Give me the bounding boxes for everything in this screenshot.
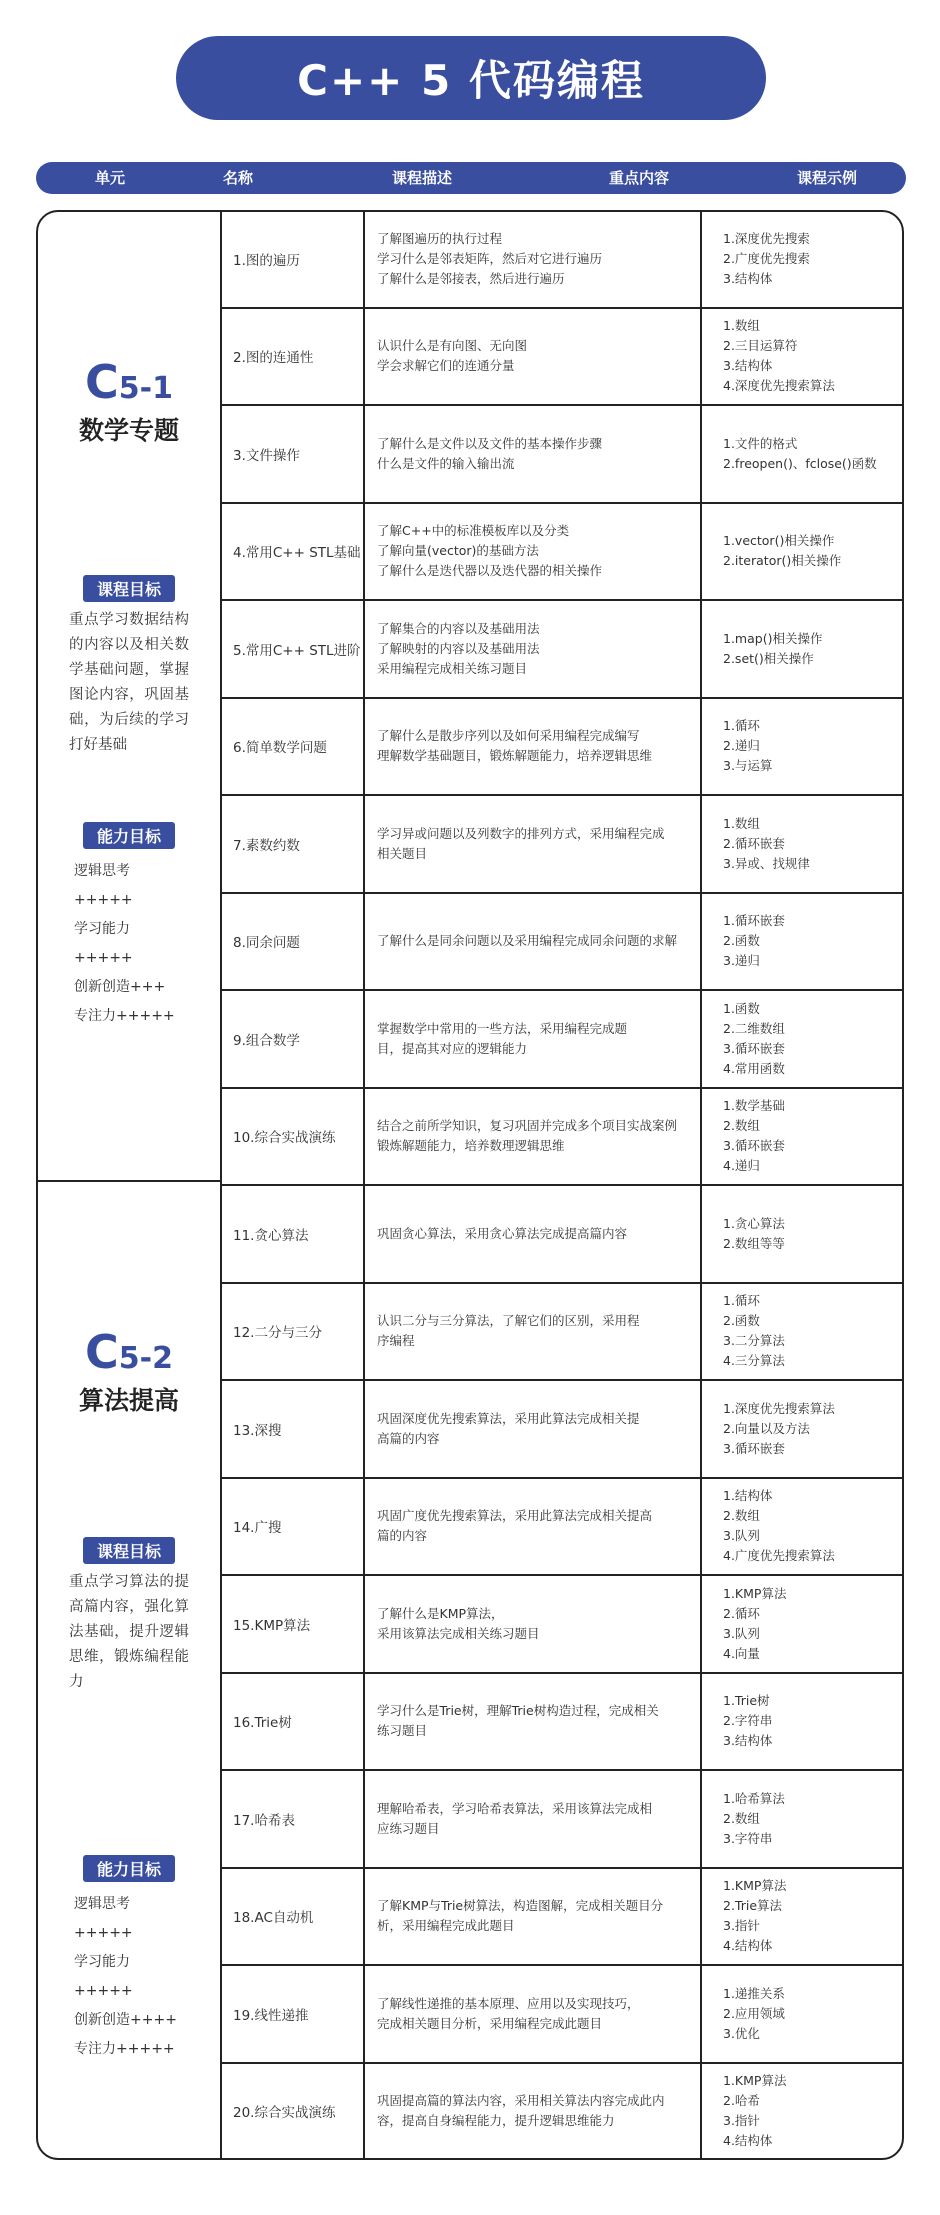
course-examples bbox=[723, 308, 903, 406]
course-description bbox=[377, 1673, 707, 1771]
row-divider bbox=[221, 1184, 904, 1186]
course-name: 13.深搜 bbox=[233, 1422, 282, 1439]
example-item: 2.函数 bbox=[723, 933, 760, 949]
example-item: 3.与运算 bbox=[723, 758, 773, 774]
unit-c5-1 bbox=[38, 355, 220, 1031]
table-row bbox=[221, 795, 905, 893]
description-line: 完成相关题目分析，采用编程完成此题目 bbox=[377, 2015, 603, 2031]
course-description bbox=[377, 2063, 707, 2161]
example-item: 1.KMP算法 bbox=[723, 1585, 787, 1601]
course-name: 4.常用C++ STL基础 bbox=[233, 545, 361, 562]
ability-item: 专注力+++++ bbox=[74, 2041, 175, 2057]
unit-divider bbox=[36, 1180, 220, 1182]
table-row bbox=[221, 1380, 905, 1478]
description-line: 学习什么是Trie树，理解Trie树构造过程，完成相关 bbox=[377, 1703, 659, 1719]
example-item: 2.字符串 bbox=[723, 1713, 773, 1729]
description-line: 认识什么是有向图、无向图 bbox=[377, 338, 528, 354]
description-line: 了解线性递推的基本原理、应用以及实现技巧， bbox=[377, 1995, 640, 2011]
row-divider bbox=[221, 502, 904, 504]
example-item: 4.常用函数 bbox=[723, 1060, 785, 1076]
course-examples bbox=[723, 1965, 903, 2063]
example-item: 3.二分算法 bbox=[723, 1333, 785, 1349]
table-row bbox=[221, 1088, 905, 1186]
description-line: 理解哈希表，学习哈希表算法，采用该算法完成相 bbox=[377, 1800, 653, 1816]
ability-list bbox=[74, 857, 184, 1031]
row-divider bbox=[221, 1477, 904, 1479]
course-goal-text: 重点学习算法的提高篇内容，强化算法基础，提升逻辑思维，锻炼编程能力 bbox=[69, 1574, 189, 1690]
description-line: 采用该算法完成相关练习题目 bbox=[377, 1625, 540, 1641]
ability-item: 创新创造+++ bbox=[74, 979, 166, 995]
header-key-content: 重点内容 bbox=[608, 169, 670, 187]
course-description bbox=[377, 503, 707, 601]
example-item: 3.指针 bbox=[723, 1918, 760, 1934]
course-name: 5.常用C++ STL进阶 bbox=[233, 642, 361, 659]
table-row bbox=[221, 600, 905, 698]
table-row bbox=[221, 1185, 905, 1283]
course-name: 17.哈希表 bbox=[233, 1812, 295, 1829]
description-line: 练习题目 bbox=[377, 1723, 428, 1739]
example-item: 4.广度优先搜索算法 bbox=[723, 1548, 835, 1564]
example-item: 3.结构体 bbox=[723, 270, 773, 286]
example-item: 2.函数 bbox=[723, 1313, 760, 1329]
table-row bbox=[221, 990, 905, 1088]
description-line: 认识二分与三分算法，了解它们的区别，采用程 bbox=[377, 1313, 640, 1329]
row-divider bbox=[221, 1867, 904, 1869]
row-divider bbox=[221, 1574, 904, 1576]
description-line: 了解什么是迭代器以及迭代器的相关操作 bbox=[377, 563, 603, 579]
ability-item: 学习能力+++++ bbox=[74, 1954, 133, 1999]
example-item: 2.freopen()、fclose()函数 bbox=[723, 455, 877, 471]
example-item: 1.循环 bbox=[723, 1293, 760, 1309]
ability-item: 学习能力+++++ bbox=[74, 921, 133, 966]
description-line: 了解集合的内容以及基础用法 bbox=[377, 620, 540, 636]
example-item: 3.递归 bbox=[723, 953, 760, 969]
ability-list bbox=[74, 1890, 184, 2064]
description-line: 目，提高其对应的逻辑能力 bbox=[377, 1040, 528, 1056]
ability-goal-badge: 能力目标 bbox=[83, 1855, 175, 1882]
course-description bbox=[377, 1380, 707, 1478]
course-examples bbox=[723, 1380, 903, 1478]
description-line: 巩固深度优先搜索算法，采用此算法完成相关提 bbox=[377, 1410, 640, 1426]
description-line: 了解什么是散步序列以及如何采用编程完成编写 bbox=[377, 728, 640, 744]
table-row bbox=[221, 1478, 905, 1576]
course-goal-badge: 课程目标 bbox=[83, 575, 175, 602]
row-divider bbox=[221, 794, 904, 796]
description-line: 学会求解它们的连通分量 bbox=[377, 358, 515, 374]
table-row bbox=[221, 893, 905, 991]
example-item: 1.循环 bbox=[723, 718, 760, 734]
example-item: 3.异或、找规律 bbox=[723, 855, 810, 871]
example-item: 4.结构体 bbox=[723, 2133, 773, 2149]
course-examples bbox=[723, 2063, 903, 2161]
ability-item: 逻辑思考+++++ bbox=[74, 863, 133, 908]
ability-item: 专注力+++++ bbox=[74, 1008, 175, 1024]
description-line: 什么是文件的输入输出流 bbox=[377, 455, 515, 471]
table-row bbox=[221, 1965, 905, 2063]
course-description bbox=[377, 1088, 707, 1186]
table-header bbox=[36, 162, 906, 194]
table-row bbox=[221, 210, 905, 308]
description-line: 容，提高自身编程能力，提升逻辑思维能力 bbox=[377, 2113, 615, 2129]
example-item: 1.递推关系 bbox=[723, 1985, 785, 2001]
course-examples bbox=[723, 1283, 903, 1381]
ability-goal-badge: 能力目标 bbox=[83, 822, 175, 849]
course-description bbox=[377, 1185, 707, 1283]
header-name: 名称 bbox=[222, 169, 254, 187]
example-item: 3.队列 bbox=[723, 1625, 760, 1641]
unit-c5-2 bbox=[38, 1325, 220, 2064]
course-examples bbox=[723, 503, 903, 601]
course-name: 19.线性递推 bbox=[233, 2007, 309, 2024]
example-item: 1.深度优先搜索 bbox=[723, 230, 810, 246]
table-row bbox=[221, 1868, 905, 1966]
example-item: 1.循环嵌套 bbox=[723, 913, 785, 929]
example-item: 1.数组 bbox=[723, 815, 760, 831]
example-item: 2.set()相关操作 bbox=[723, 650, 814, 666]
example-item: 1.vector()相关操作 bbox=[723, 533, 835, 549]
table-row bbox=[221, 308, 905, 406]
example-item: 2.数组等等 bbox=[723, 1235, 785, 1251]
description-line: 了解什么是邻接表，然后进行遍历 bbox=[377, 270, 565, 286]
example-item: 1.KMP算法 bbox=[723, 2073, 787, 2089]
description-line: 了解图遍历的执行过程 bbox=[377, 230, 503, 246]
description-line: 应练习题目 bbox=[377, 1820, 440, 1836]
course-name: 12.二分与三分 bbox=[233, 1325, 322, 1342]
example-item: 2.递归 bbox=[723, 738, 760, 754]
row-divider bbox=[221, 2062, 904, 2064]
example-item: 2.Trie算法 bbox=[723, 1898, 783, 1914]
row-divider bbox=[221, 307, 904, 309]
row-divider bbox=[221, 404, 904, 406]
example-item: 2.iterator()相关操作 bbox=[723, 553, 842, 569]
row-divider bbox=[221, 1282, 904, 1284]
row-divider bbox=[221, 697, 904, 699]
course-description bbox=[377, 893, 707, 991]
example-item: 2.循环嵌套 bbox=[723, 835, 785, 851]
ability-item: 创新创造++++ bbox=[74, 2012, 177, 2028]
example-item: 4.递归 bbox=[723, 1158, 760, 1174]
example-item: 1.数学基础 bbox=[723, 1098, 785, 1114]
table-row bbox=[221, 503, 905, 601]
description-line: 理解数学基础题目，锻炼解题能力，培养逻辑思维 bbox=[377, 748, 653, 764]
course-examples bbox=[723, 893, 903, 991]
row-divider bbox=[221, 1964, 904, 1966]
example-item: 1.Trie树 bbox=[723, 1693, 770, 1709]
row-divider bbox=[221, 892, 904, 894]
example-item: 2.数组 bbox=[723, 1118, 760, 1134]
course-description bbox=[377, 1575, 707, 1673]
course-name: 10.综合实战演练 bbox=[233, 1130, 336, 1147]
example-item: 1.贪心算法 bbox=[723, 1215, 785, 1231]
description-line: 了解映射的内容以及基础用法 bbox=[377, 640, 540, 656]
example-item: 3.循环嵌套 bbox=[723, 1440, 785, 1456]
course-name: 7.素数约数 bbox=[233, 837, 300, 854]
course-goal-text: 重点学习数据结构的内容以及相关数学基础问题，掌握图论内容，巩固基础，为后续的学习打好基础 bbox=[69, 612, 189, 753]
header-unit: 单元 bbox=[94, 169, 126, 187]
example-item: 3.指针 bbox=[723, 2113, 760, 2129]
course-description bbox=[377, 795, 707, 893]
example-item: 4.向量 bbox=[723, 1645, 760, 1661]
course-name: 6.简单数学问题 bbox=[233, 740, 327, 757]
table-row bbox=[221, 2063, 905, 2161]
course-description bbox=[377, 210, 707, 308]
example-item: 3.字符串 bbox=[723, 1830, 773, 1846]
row-divider bbox=[221, 1379, 904, 1381]
example-item: 1.哈希算法 bbox=[723, 1790, 785, 1806]
description-line: 结合之前所学知识，复习巩固并完成多个项目实战案例 bbox=[377, 1118, 678, 1134]
description-line: 巩固贪心算法，采用贪心算法完成提高篇内容 bbox=[377, 1225, 628, 1241]
description-line: 学习什么是邻表矩阵，然后对它进行遍历 bbox=[377, 250, 603, 266]
table-row bbox=[221, 1770, 905, 1868]
example-item: 3.结构体 bbox=[723, 1733, 773, 1749]
unit-name: 算法提高 bbox=[78, 1386, 179, 1415]
course-examples bbox=[723, 1088, 903, 1186]
course-name: 20.综合实战演练 bbox=[233, 2105, 336, 2122]
description-line: 相关题目 bbox=[377, 845, 428, 861]
course-description bbox=[377, 1965, 707, 2063]
example-item: 2.广度优先搜索 bbox=[723, 250, 810, 266]
course-examples bbox=[723, 1478, 903, 1576]
course-description bbox=[377, 600, 707, 698]
course-name: 2.图的连通性 bbox=[233, 350, 314, 367]
example-item: 2.哈希 bbox=[723, 2093, 760, 2109]
unit-code: C5-2 bbox=[85, 1325, 173, 1379]
course-name: 18.AC自动机 bbox=[233, 1910, 314, 1927]
course-examples bbox=[723, 1185, 903, 1283]
course-name: 14.广搜 bbox=[233, 1520, 282, 1537]
course-examples bbox=[723, 210, 903, 308]
course-examples bbox=[723, 990, 903, 1088]
example-item: 1.文件的格式 bbox=[723, 435, 798, 451]
table-row bbox=[221, 1575, 905, 1673]
example-item: 1.结构体 bbox=[723, 1488, 773, 1504]
course-description bbox=[377, 990, 707, 1088]
description-line: 篇的内容 bbox=[377, 1528, 428, 1544]
course-description bbox=[377, 308, 707, 406]
course-description bbox=[377, 405, 707, 503]
course-description bbox=[377, 1770, 707, 1868]
course-description bbox=[377, 1478, 707, 1576]
example-item: 4.结构体 bbox=[723, 1938, 773, 1954]
description-line: 了解什么是文件以及文件的基本操作步骤 bbox=[377, 435, 603, 451]
example-item: 1.函数 bbox=[723, 1000, 760, 1016]
example-item: 1.数组 bbox=[723, 318, 760, 334]
example-item: 3.循环嵌套 bbox=[723, 1040, 785, 1056]
course-examples bbox=[723, 1770, 903, 1868]
course-description bbox=[377, 1283, 707, 1381]
description-line: 序编程 bbox=[377, 1333, 415, 1349]
course-examples bbox=[723, 795, 903, 893]
description-line: 了解C++中的标准模板库以及分类 bbox=[377, 523, 570, 539]
table-row bbox=[221, 698, 905, 796]
example-item: 2.三目运算符 bbox=[723, 338, 798, 354]
unit-name: 数学专题 bbox=[78, 416, 179, 445]
example-item: 2.二维数组 bbox=[723, 1020, 785, 1036]
row-divider bbox=[221, 1672, 904, 1674]
course-name: 9.组合数学 bbox=[233, 1032, 300, 1049]
row-divider bbox=[221, 1769, 904, 1771]
example-item: 3.循环嵌套 bbox=[723, 1138, 785, 1154]
course-name: 8.同余问题 bbox=[233, 935, 300, 952]
example-item: 1.KMP算法 bbox=[723, 1878, 787, 1894]
row-divider bbox=[221, 989, 904, 991]
example-item: 1.深度优先搜索算法 bbox=[723, 1400, 835, 1416]
header-description: 课程描述 bbox=[391, 169, 453, 187]
course-description bbox=[377, 698, 707, 796]
example-item: 2.数组 bbox=[723, 1810, 760, 1826]
course-goal-badge: 课程目标 bbox=[83, 1537, 175, 1564]
course-examples bbox=[723, 1868, 903, 1966]
example-item: 3.结构体 bbox=[723, 358, 773, 374]
example-item: 2.应用领域 bbox=[723, 2005, 785, 2021]
row-divider bbox=[221, 599, 904, 601]
description-line: 了解什么是同余问题以及采用编程完成同余问题的求解 bbox=[377, 933, 678, 949]
description-line: 析，采用编程完成此题目 bbox=[377, 1918, 515, 1934]
course-description bbox=[377, 1868, 707, 1966]
example-item: 1.map()相关操作 bbox=[723, 630, 823, 646]
table-row bbox=[221, 405, 905, 503]
example-item: 2.循环 bbox=[723, 1605, 760, 1621]
ability-item: 逻辑思考+++++ bbox=[74, 1896, 133, 1941]
unit-code: C5-1 bbox=[85, 355, 173, 409]
example-item: 2.数组 bbox=[723, 1508, 760, 1524]
description-line: 巩固提高篇的算法内容，采用相关算法内容完成此内 bbox=[377, 2093, 665, 2109]
description-line: 了解KMP与Trie树算法，构造图解，完成相关题目分 bbox=[377, 1898, 664, 1914]
description-line: 了解向量(vector)的基础方法 bbox=[377, 543, 539, 559]
example-item: 3.队列 bbox=[723, 1528, 760, 1544]
description-line: 掌握数学中常用的一些方法，采用编程完成题 bbox=[377, 1020, 628, 1036]
course-name: 15.KMP算法 bbox=[233, 1617, 311, 1634]
course-name: 16.Trie树 bbox=[233, 1715, 292, 1732]
course-examples bbox=[723, 1673, 903, 1771]
course-examples bbox=[723, 405, 903, 503]
course-name: 1.图的遍历 bbox=[233, 252, 300, 269]
course-examples bbox=[723, 1575, 903, 1673]
header-examples: 课程示例 bbox=[796, 169, 858, 187]
description-line: 了解什么是KMP算法， bbox=[377, 1605, 504, 1621]
course-name: 3.文件操作 bbox=[233, 447, 300, 464]
description-line: 学习异或问题以及列数字的排列方式，采用编程完成 bbox=[377, 825, 665, 841]
description-line: 采用编程完成相关练习题目 bbox=[377, 660, 528, 676]
course-name: 11.贪心算法 bbox=[233, 1227, 309, 1244]
example-item: 2.向量以及方法 bbox=[723, 1420, 810, 1436]
course-examples bbox=[723, 698, 903, 796]
table-row bbox=[221, 1673, 905, 1771]
example-item: 4.三分算法 bbox=[723, 1353, 785, 1369]
example-item: 3.优化 bbox=[723, 2025, 760, 2041]
description-line: 锻炼解题能力，培养数理逻辑思维 bbox=[377, 1138, 565, 1154]
description-line: 高篇的内容 bbox=[377, 1430, 440, 1446]
table-row bbox=[221, 1283, 905, 1381]
course-examples bbox=[723, 600, 903, 698]
example-item: 4.深度优先搜索算法 bbox=[723, 378, 835, 394]
row-divider bbox=[221, 1087, 904, 1089]
page-title: C++ 5 代码编程 bbox=[176, 36, 766, 120]
description-line: 巩固广度优先搜索算法，采用此算法完成相关提高 bbox=[377, 1508, 653, 1524]
